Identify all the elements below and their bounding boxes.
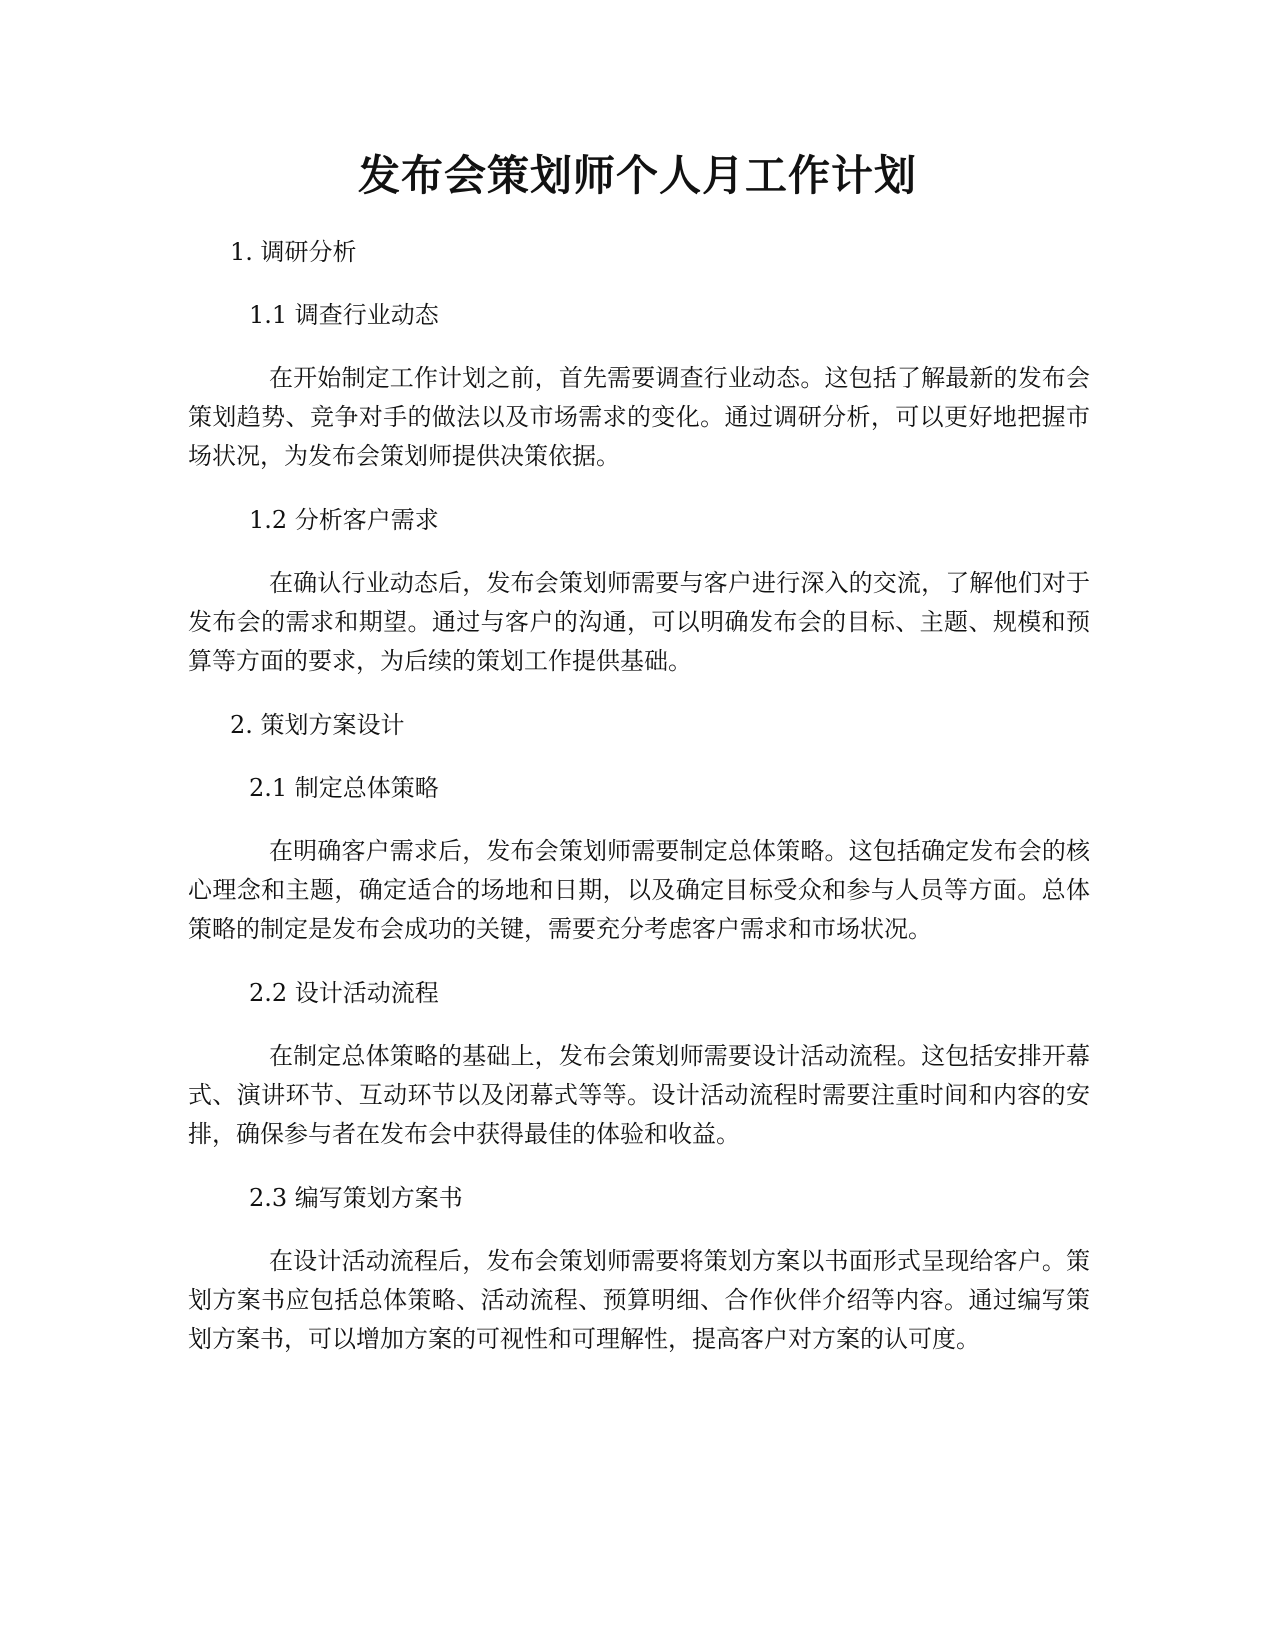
document-title: 发布会策划师个人月工作计划 — [357, 151, 917, 200]
subsection-heading-industry-trends: 1.1 调查行业动态 — [249, 301, 439, 329]
paragraph-client-needs: 在确认行业动态后，发布会策划师需要与客户进行深入的交流，了解他们对于发布会的需求和期望。通过与客户的沟通，可以明确发布会的目标、主题、规模和预算等方面的要求，为后续的策划工作提供基础。 — [188, 569, 1090, 675]
paragraph-proposal-writing: 在设计活动流程后，发布会策划师需要将策划方案以书面形式呈现给客户。策划方案书应包括总体策略、活动流程、预算明细、合作伙伴介绍等内容。通过编写策划方案书，可以增加方案的可视性和可理解性，提高客户对方案的认可度。 — [188, 1247, 1090, 1353]
section-heading-research: 1. 调研分析 — [230, 238, 357, 266]
subsection-heading-overall-strategy: 2.1 制定总体策略 — [249, 774, 439, 802]
subsection-heading-event-flow: 2.2 设计活动流程 — [249, 979, 439, 1007]
paragraph-industry-trends: 在开始制定工作计划之前，首先需要调查行业动态。这包括了解最新的发布会策划趋势、竞争对手的做法以及市场需求的变化。通过调研分析，可以更好地把握市场状况，为发布会策划师提供决策依据。 — [188, 364, 1090, 470]
paragraph-overall-strategy: 在明确客户需求后，发布会策划师需要制定总体策略。这包括确定发布会的核心理念和主题，确定适合的场地和日期，以及确定目标受众和参与人员等方面。总体策略的制定是发布会成功的关键，需要充分考虑客户需求和市场状况。 — [188, 837, 1090, 943]
paragraph-event-flow: 在制定总体策略的基础上，发布会策划师需要设计活动流程。这包括安排开幕式、演讲环节、互动环节以及闭幕式等等。设计活动流程时需要注重时间和内容的安排，确保参与者在发布会中获得最佳的体验和收益。 — [188, 1042, 1090, 1148]
section-heading-plan-design: 2. 策划方案设计 — [230, 711, 405, 739]
subsection-heading-proposal-writing: 2.3 编写策划方案书 — [249, 1184, 463, 1212]
subsection-heading-client-needs: 1.2 分析客户需求 — [249, 506, 439, 534]
